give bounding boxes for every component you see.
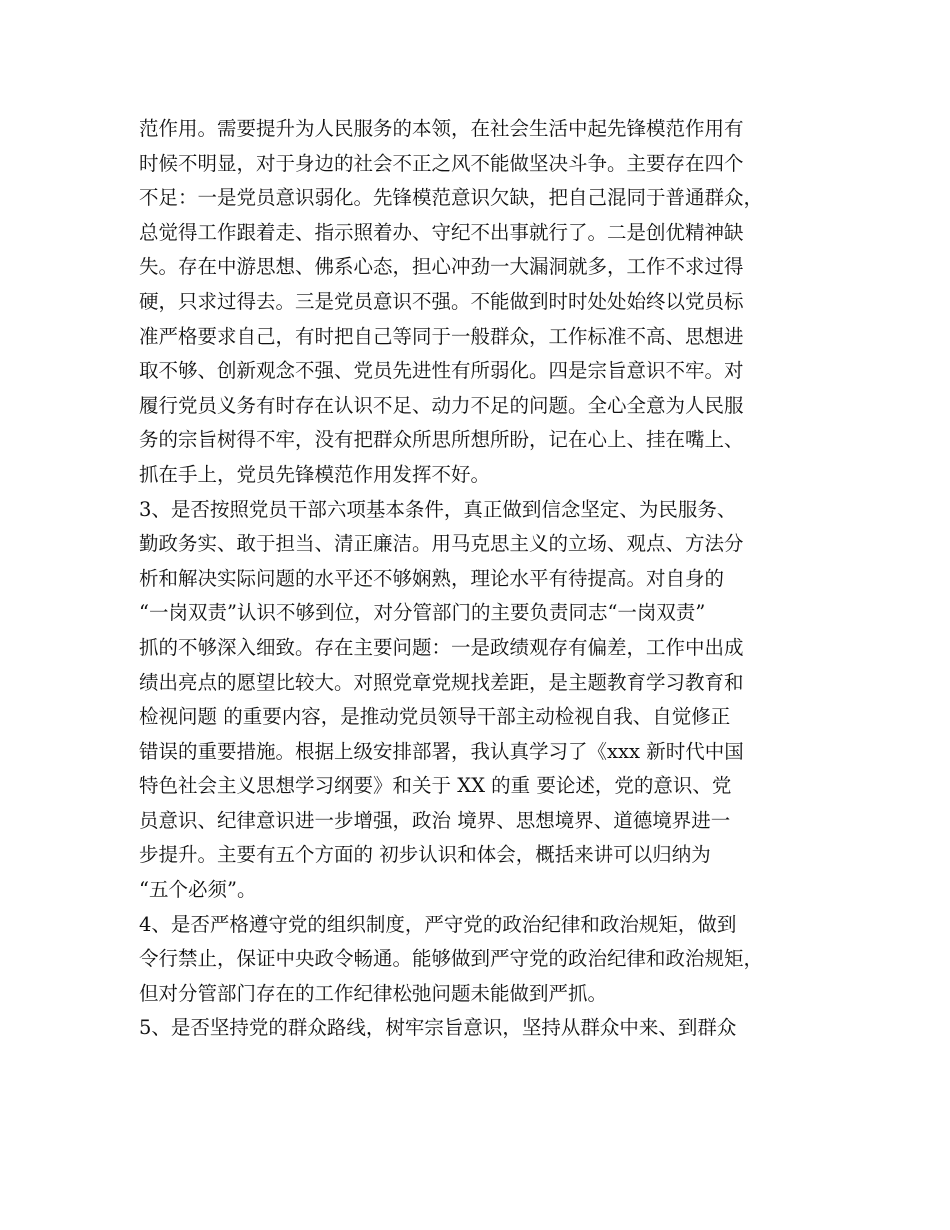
- text-line: 错误的重要措施。根据上级安排部署，我认真学习了《xxx 新时代中国: [139, 739, 744, 763]
- body-text: [139, 112, 839, 1046]
- text-line: 取不够、创新观念不强、党员先进性有所弱化。四是宗旨意识不牢。对: [139, 359, 744, 383]
- text-line: 绩出亮点的愿望比较大。对照党章党规找差距，是主题教育学习教育和: [139, 670, 744, 694]
- text-line: 准严格要求自己，有时把自己等同于一般群众，工作标准不高、思想进: [139, 324, 744, 348]
- text-line: 不足：一是党员意识弱化。先锋模范意识欠缺，把自己混同于普通群众，: [139, 186, 764, 210]
- text-line: 总觉得工作跟着走、指示照着办、守纪不出事就行了。二是创优精神缺: [139, 220, 744, 244]
- text-line: “一岗双责”认识不够到位，对分管部门的主要负责同志“一岗双责”: [139, 601, 706, 625]
- text-line: 检视问题 的重要内容，是推动党员领导干部主动检视自我、自觉修正: [139, 705, 731, 729]
- text-line: 员意识、纪律意识进一步增强，政治 境界、思想境界、道德境界进一: [139, 808, 731, 832]
- text-line: 务的宗旨树得不牢，没有把群众所思所想所盼，记在心上、挂在嘴上、: [139, 428, 744, 452]
- text-line: 析和解决实际问题的水平还不够娴熟，理论水平有待提高。对自身的: [139, 566, 725, 590]
- text-line: 但对分管部门存在的工作纪律松弛问题未能做到严抓。: [139, 981, 608, 1005]
- text-line: 4、是否严格遵守党的组织制度，严守党的政治纪律和政治规矩，做到: [139, 912, 737, 936]
- text-line: “五个必须”。: [139, 878, 257, 902]
- text-line: 硬，只求过得去。三是党员意识不强。不能做到时时处处始终以党员标: [139, 289, 744, 313]
- text-line: 特色社会主义思想学习纲要》和关于 XX 的重 要论述，党的意识、党: [139, 774, 732, 798]
- text-line: 失。存在中游思想、佛系心态，担心冲劲一大漏洞就多，工作不求过得: [139, 255, 744, 279]
- text-line: 3、是否按照党员干部六项基本条件，真正做到信念坚定、为民服务、: [139, 497, 737, 521]
- text-line: 勤政务实、敢于担当、清正廉洁。用马克思主义的立场、观点、方法分: [139, 532, 744, 556]
- text-line: 令行禁止，保证中央政令畅通。能够做到严守党的政治纪律和政治规矩，: [139, 947, 764, 971]
- text-line: 范作用。需要提升为人民服务的本领，在社会生活中起先锋模范作用有: [139, 117, 744, 140]
- text-line: 步提升。主要有五个方面的 初步认识和体会，概括来讲可以归纳为: [139, 843, 711, 867]
- text-line: 抓在手上，党员先锋模范作用发挥不好。: [139, 462, 491, 486]
- text-line: 履行党员义务有时存在认识不足、动力不足的问题。全心全意为人民服: [139, 393, 744, 417]
- text-line: 时候不明显，对于身边的社会不正之风不能做坚决斗争。主要存在四个: [139, 151, 744, 175]
- text-line: 5、是否坚持党的群众路线，树牢宗旨意识，坚持从群众中来、到群众: [139, 1016, 737, 1040]
- text-line: 抓的不够深入细致。存在主要问题：一是政绩观存有偏差，工作中出成: [139, 635, 744, 659]
